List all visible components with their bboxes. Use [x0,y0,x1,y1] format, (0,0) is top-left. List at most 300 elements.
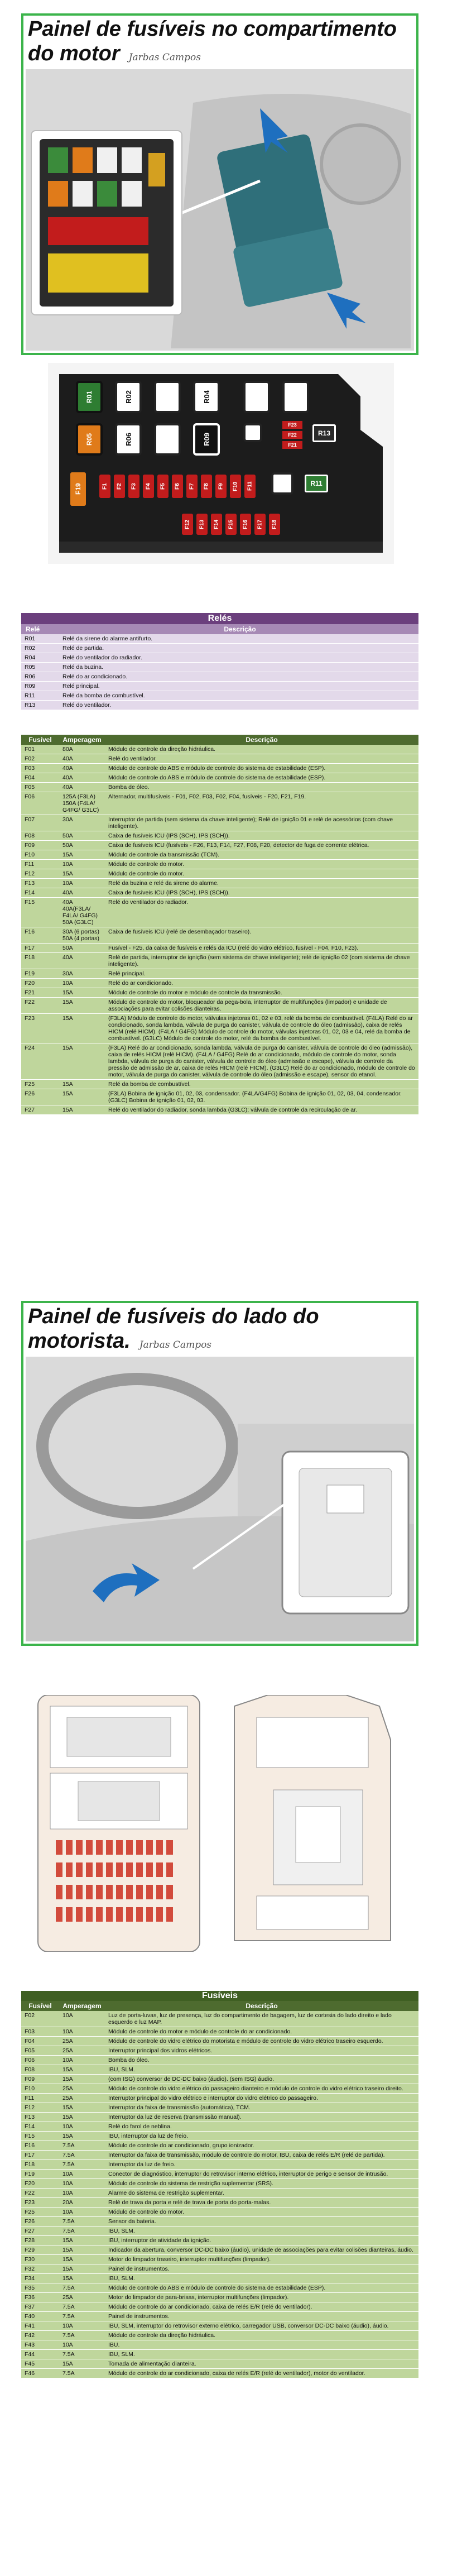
amperage-cell: 40A [59,754,105,764]
fuse-id-cell: F41 [21,2321,59,2331]
fuse-id-cell: F25 [21,1080,59,1089]
description-cell: Interruptor da faixa de transmissão (automática), TCM. [105,2103,418,2113]
description-cell: IBU, SLM. [105,2227,418,2236]
amperage-cell: 10A [59,2170,105,2179]
fuse-f19: F19 [70,472,86,506]
description-cell: IBU, SLM. [105,2274,418,2283]
amperage-cell: 40A [59,764,105,773]
table-row [21,1089,418,1105]
amperage-cell: 15A [59,2065,105,2075]
fuses2-col-amp: Amperagem [59,2001,105,2011]
amperage-cell: 15A [59,1043,105,1080]
description-cell: Interruptor de partida (sem sistema da chave inteligente); Relé de ignição 01 e relé de acessórios (com chave inteligente). [105,815,418,831]
description-cell: (F3LA) Bobina de ignição 01, 02, 03, condensador. (F4LA/G4FG) Bobina de ignição 01, 02, 03, 04, condensador. (G3LC) Bobina de ignição 01, 02, 03. [105,1089,418,1105]
description-cell: Indicador da abertura, conversor DC-DC baixo (áudio), unidade de associações para evitar colisões dianteiras, áudio. [105,2245,418,2255]
amperage-cell: 15A [59,2236,105,2245]
table-row [21,2103,418,2113]
fuse-id-cell: F05 [21,2046,59,2056]
fuse-id-cell: F46 [21,2369,59,2378]
description-cell: Relé do farol de neblina. [105,2122,418,2132]
relay-r09 [193,423,220,456]
description-cell: Interruptor principal dos vidros elétricos. [105,2046,418,2056]
table-row [21,2011,418,2027]
amperage-cell: 15A [59,2075,105,2084]
description-cell: Módulo de controle do motor. [105,2208,418,2217]
description-cell: Sensor da bateria. [105,2217,418,2227]
amperage-cell: 25A [59,2037,105,2046]
description-cell: Alarme do sistema de restrição suplementar. [105,2189,418,2198]
fuse-id-cell: F05 [21,783,59,792]
table-row [21,2141,418,2151]
amperage-cell: 30A (6 portas) 50A (4 portas) [59,927,105,944]
description-cell: Relé de partida, interruptor de ignição (sem sistema de chave inteligente); relé de ignição 02 (com sistema de chave inteligente). [105,953,418,969]
mini-fuse: F14 [211,514,222,535]
amperage-cell: 30A [59,815,105,831]
description-cell: Relé de trava da porta e relé de trava de porta do porta-malas. [105,2198,418,2208]
fuse-id-cell: F03 [21,764,59,773]
table-row [21,2113,418,2122]
table-row [21,831,418,841]
mini-fuse: F10 [230,475,241,498]
table-row [21,701,418,710]
mini-fuse: F1 [99,475,110,498]
table-row [21,2227,418,2236]
fuse-id-cell: F06 [21,2056,59,2065]
relay-empty-1 [154,381,181,413]
relay-r01 [76,381,103,413]
table-row [21,2132,418,2141]
table-row [21,1014,418,1043]
amperage-cell: 7.5A [59,2369,105,2378]
description-cell: Relé da bomba de combustível. [105,1080,418,1089]
relay-r04-label: R04 [202,390,211,404]
fuse-id-cell: F17 [21,2151,59,2160]
fuse-id-cell: F40 [21,2312,59,2321]
section2-title-line1: Painel de fusíveis do lado do [28,1305,319,1328]
amperage-cell: 10A [59,2321,105,2331]
relay-r05 [76,423,103,456]
table-row [21,2189,418,2198]
fuse-id-cell: F28 [21,2236,59,2245]
fuse-id-cell: F29 [21,2245,59,2255]
fuse-id-cell: F35 [21,2283,59,2293]
fuse-id-cell: F45 [21,2359,59,2369]
table-row [21,691,418,701]
fuse-id-cell: F13 [21,879,59,888]
description-cell: Módulo de controle do ABS e módulo de controle do sistema de estabilidade (ESP). [105,773,418,783]
relay-r05-label: R05 [85,433,93,446]
fuse-id-cell: F26 [21,2217,59,2227]
relay-r06-label: R06 [124,433,133,446]
table-row [21,888,418,898]
amperage-cell: 15A [59,2103,105,2113]
description-cell: Módulo de controle do ar condicionado, caixa de relés E/R (relé do ventilador). [105,2302,418,2312]
fuse-id-cell: F26 [21,1089,59,1105]
table-row [21,841,418,850]
amperage-cell: 15A [59,2245,105,2255]
description-cell: IBU, SLM. [105,2065,418,2075]
fuse-id-cell: F06 [21,792,59,815]
table-row [21,2037,418,2046]
table-row [21,869,418,879]
fuse-id-cell: R02 [21,644,59,653]
fuse-id-cell: F27 [21,1105,59,1115]
amperage-cell: 40A 40A(F3LA/ F4LA/ G4FG) 50A (G3LC) [59,898,105,927]
amperage-cell: 15A [59,1014,105,1043]
table-row [21,2264,418,2274]
fuse-id-cell: F15 [21,2132,59,2141]
engine-fuses-table [21,735,418,1115]
description-cell: Relé da buzina. [59,663,418,672]
table-row [21,2312,418,2321]
fuse-id-cell: F14 [21,2122,59,2132]
fuse-id-cell: F27 [21,2227,59,2236]
table-row [21,2065,418,2075]
amperage-cell: 7.5A [59,2350,105,2359]
amperage-cell: 15A [59,2359,105,2369]
mini-fuse: F4 [143,475,154,498]
amperage-cell: 10A [59,2179,105,2189]
mini-fuse: F15 [225,514,237,535]
amperage-cell: 7.5A [59,2217,105,2227]
table-row [21,2274,418,2283]
description-cell: (com ISG) conversor de DC-DC baixo (áudio). (sem ISG) áudio. [105,2075,418,2084]
description-cell: Bomba de óleo. [105,783,418,792]
table-row [21,2340,418,2350]
mini-fuse: F18 [269,514,280,535]
amperage-cell: 50A [59,841,105,850]
amperage-cell: 40A [59,888,105,898]
description-cell: Caixa de fusíveis ICU (IPS (SCH), IPS (SCH)). [105,831,418,841]
table-row [21,1043,418,1080]
fuse-id-cell: F25 [21,2208,59,2217]
amperage-cell: 10A [59,2340,105,2350]
amperage-cell: 25A [59,2293,105,2302]
description-cell: Relé da bomba de combustível. [59,691,418,701]
table-row [21,2160,418,2170]
table-row [21,2075,418,2084]
description-cell: Módulo de controle do motor. [105,860,418,869]
table-row [21,663,418,672]
table-row [21,2198,418,2208]
amperage-cell: 40A [59,783,105,792]
amperage-cell: 15A [59,1105,105,1115]
description-cell: Conector de diagnóstico, interruptor do retrovisor interno elétrico, interruptor de perigo e sensor de intrusão. [105,2170,418,2179]
fuse-id-cell: F23 [21,2198,59,2208]
description-cell: Motor do limpador de para-brisas, interruptor multifunções (limpador). [105,2293,418,2302]
amperage-cell: 7.5A [59,2151,105,2160]
table-row [21,792,418,815]
engine-fuse-photo-panel [21,13,418,355]
fuse-id-cell: F24 [21,1043,59,1080]
description-cell: Painel de instrumentos. [105,2312,418,2321]
description-cell: IBU, interruptor de atividade da ignição. [105,2236,418,2245]
amperage-cell: 7.5A [59,2312,105,2321]
amperage-cell: 30A [59,969,105,979]
fuses1-col-amp: Amperagem [59,735,105,745]
description-cell: IBU, SLM. [105,2350,418,2359]
table-row [21,969,418,979]
table-row [21,2046,418,2056]
fuse-id-cell: F11 [21,2094,59,2103]
fuse-id-cell: F43 [21,2340,59,2350]
table-row [21,879,418,888]
description-cell: Caixa de fusíveis ICU (fusíveis - F26, F13, F14, F27, F08, F20, detector de fuga de corrente elétrica. [105,841,418,850]
fuse-id-cell: F11 [21,860,59,869]
description-cell: IBU. [105,2340,418,2350]
amperage-cell: 20A [59,2198,105,2208]
mini-fuse: F3 [128,475,139,498]
description-cell: (F3LA) Relé do ar condicionado, sonda lambda, válvula de purga do canister, válvula de controle do óleo (admissão), caixa de relés HICM (relé HICM). (F4LA / G4FG) Relé do ar condicionado, módulo de controle do motor, sonda lambda, válvula de purga do canister, válvula de controle do óleo (admissão e escape), válvula de controle da pressão de admissão de ar, caixa de relés HICM (relé HICM). (G3LC) Relé do ar condicionado, módulo de controle do motor, válvula de purga do canister, válvula de controle do óleo (admissão e escape), sensor do etanol. [105,1043,418,1080]
amperage-cell: 40A [59,773,105,783]
description-cell: Módulo de controle do motor e módulo de controle do ar condicionado. [105,2027,418,2037]
fuse-id-cell: F14 [21,888,59,898]
amperage-cell: 7.5A [59,2160,105,2170]
section2-title-line2: motorista. [28,1329,131,1353]
amperage-cell: 7.5A [59,2141,105,2151]
amperage-cell: 40A [59,953,105,969]
description-cell: Bomba do óleo. [105,2056,418,2065]
fuse-id-cell: F44 [21,2350,59,2359]
description-cell: Módulo de controle do motor e módulo de controle da transmissão. [105,988,418,998]
description-cell: Painel de instrumentos. [105,2264,418,2274]
table-row [21,2236,418,2245]
description-cell: Interruptor da luz de reserva (transmissão manual). [105,2113,418,2122]
driver-fuses-table [21,1991,418,2378]
fuse-id-cell: F42 [21,2331,59,2340]
fuse-id-cell: F19 [21,2170,59,2179]
table-row [21,2208,418,2217]
table-row [21,745,418,754]
fuse-id-cell: F08 [21,831,59,841]
amperage-cell: 15A [59,850,105,860]
driver-fuse-photo-panel [21,1301,418,1646]
relays-col-relay: Relé [21,624,59,634]
mini-fuse: F13 [196,514,208,535]
amperage-cell: 10A [59,979,105,988]
table-row [21,653,418,663]
table-row [21,2359,418,2369]
fuse-id-cell: F02 [21,2011,59,2027]
fuse-id-cell: F04 [21,773,59,783]
table-row [21,1105,418,1115]
fuse-id-cell: F13 [21,2113,59,2122]
mini-fuse: F8 [201,475,212,498]
table-row [21,953,418,969]
fuse-id-cell: F18 [21,2160,59,2170]
fuse-id-cell: F23 [21,1014,59,1043]
mini-fuse: F5 [157,475,169,498]
fuse-id-cell: F32 [21,2264,59,2274]
table-row [21,898,418,927]
amperage-cell: 10A [59,2189,105,2198]
dashboard-photo [26,1357,414,1641]
fuse-id-cell: F17 [21,944,59,953]
table-row [21,944,418,953]
fuse-id-cell: R01 [21,634,59,644]
relay-r01-label: R01 [85,391,93,404]
description-cell: Relé de partida. [59,644,418,653]
fuse-id-cell: F18 [21,953,59,969]
amperage-cell: 15A [59,2274,105,2283]
fuse-id-cell: R04 [21,653,59,663]
engine-fuse-box-diagram [48,363,394,564]
table-row [21,2151,418,2160]
table-row [21,2179,418,2189]
relay-r13: R13 [312,424,336,442]
description-cell: Módulo de controle do motor, bloqueador da pega-bola, interruptor de multifunções (limpador) e unidade de associações para evitar colisões dianteiras. [105,998,418,1014]
relay-r04 [193,381,220,413]
description-cell: Alternador, multifusíveis - F01, F02, F03, F02, F04, fusíveis - F20, F21, F19. [105,792,418,815]
fuses2-col-desc: Descrição [105,2001,418,2011]
description-cell: Relé principal. [105,969,418,979]
amperage-cell: 10A [59,2027,105,2037]
amperage-cell: 10A [59,2122,105,2132]
table-row [21,634,418,644]
amperage-cell: 15A [59,2255,105,2264]
mini-fuse: F7 [186,475,198,498]
table-row [21,644,418,653]
fuse-f23: F23 [282,421,302,429]
section1-title [23,17,416,70]
fuse-id-cell: F22 [21,998,59,1014]
amperage-cell: 80A [59,745,105,754]
fuse-id-cell: R06 [21,672,59,682]
table-row [21,2293,418,2302]
amperage-cell: 10A [59,2056,105,2065]
description-cell: Relé da buzina e relé da sirene do alarme. [105,879,418,888]
description-cell: IBU, interruptor da luz de freio. [105,2132,418,2141]
description-cell: Relé do ventilador. [59,701,418,710]
description-cell: Luz de porta-luvas, luz de presença, luz do compartimento de bagagem, luz de cortesia do lado direito e lado esquerdo e luz MAP. [105,2011,418,2027]
description-cell: Módulo de controle do ABS e módulo de controle do sistema de estabilidade (ESP). [105,2283,418,2293]
table-row [21,773,418,783]
section2-signature: Jarbas Campos [139,1339,212,1351]
fuse-id-cell: F04 [21,2037,59,2046]
table-row [21,850,418,860]
table-row [21,2255,418,2264]
relay-r11: R11 [305,475,328,492]
table-row [21,2302,418,2312]
description-cell: Módulo de controle da direção hidráulica. [105,745,418,754]
mini-fuse: F2 [114,475,125,498]
description-cell: Módulo de controle do ar condicionado, grupo ionizador. [105,2141,418,2151]
engine-bay-photo [26,69,414,351]
description-cell: Interruptor principal do vidro elétrico e interruptor do vidro elétrico do passageiro. [105,2094,418,2103]
mini-fuse: F11 [244,475,256,498]
amperage-cell: 50A [59,944,105,953]
description-cell: Módulo de controle da transmissão (TCM). [105,850,418,860]
fuse-id-cell: F10 [21,2084,59,2094]
description-cell: Módulo de controle da direção hidráulica. [105,2331,418,2340]
description-cell: IBU, SLM, interruptor do retrovisor externo elétrico, carregador USB, conversor DC-DC baixo (áudio), áudio. [105,2321,418,2331]
fuses2-col-fuse: Fusível [21,2001,59,2011]
table-row [21,2331,418,2340]
table-row [21,979,418,988]
fuse-id-cell: F12 [21,2103,59,2113]
relay-r09-label: R09 [202,433,211,446]
relay-r06 [115,423,142,456]
table-row [21,988,418,998]
relay-r02-label: R02 [124,390,133,404]
table-row [21,860,418,869]
fuses1-col-fuse: Fusível [21,735,59,745]
relays-caption: Relés [21,613,418,624]
fuses2-caption: Fusíveis [21,1991,418,2001]
table-row [21,2245,418,2255]
table-row [21,927,418,944]
fuse-id-cell: F09 [21,841,59,850]
table-row [21,815,418,831]
fuses1-col-desc: Descrição [105,735,418,745]
description-cell: Relé do ventilador do radiador. [105,898,418,927]
table-row [21,2094,418,2103]
mini-fuse: F17 [254,514,266,535]
fuse-id-cell: F20 [21,979,59,988]
relays-table [21,613,418,710]
description-cell: Relé do ar condicionado. [105,979,418,988]
description-cell: Relé do ventilador do radiador. [59,653,418,663]
section1-signature: Jarbas Campos [128,52,201,63]
amperage-cell: 10A [59,860,105,869]
fuse-id-cell: F09 [21,2075,59,2084]
table-row [21,2084,418,2094]
engine-bay-illustration [26,69,414,351]
amperage-cell: 15A [59,2264,105,2274]
table-row [21,764,418,773]
table-row [21,2321,418,2331]
description-cell: Relé do ventilador. [105,754,418,764]
relay-empty-2 [243,381,270,413]
amperage-cell: 10A [59,2011,105,2027]
fuse-id-cell: R11 [21,691,59,701]
amperage-cell: 15A [59,998,105,1014]
table-row [21,2122,418,2132]
fuse-id-cell: F36 [21,2293,59,2302]
driver-fuse-diagrams [33,1695,424,1952]
amperage-cell: 15A [59,1080,105,1089]
fuse-id-cell: F37 [21,2302,59,2312]
section1-title-line2: do motor [28,42,120,65]
amperage-cell: 125A (F3LA) 150A (F4LA/ G4FG/ G3LC) [59,792,105,815]
amperage-cell: 15A [59,869,105,879]
description-cell: Interruptor da faixa de transmissão, módulo de controle do motor, IBU, caixa de relés E/R (relé de partida). [105,2151,418,2160]
description-cell: Interruptor da luz de freio. [105,2160,418,2170]
fuse-id-cell: F08 [21,2065,59,2075]
relay-empty-4 [154,423,181,456]
table-row [21,2056,418,2065]
description-cell: (F3LA) Módulo de controle do motor, válvulas injetoras 01, 02 e 03, relé da bomba de combustível. (F4LA) Relé do ar condicionado, sonda lambda, válvula de purga do canister, válvula de controle do óleo (admissão), caixa de relés HICM (relé HICM). (F4LA / G4FG) Módulo de controle do motor, válvulas injetoras 01, 02, 03 e 04, relé da bomba de combustível. (G3LC) Módulo de controle do motor, relé da bomba de combustível. [105,1014,418,1043]
amperage-cell: 7.5A [59,2283,105,2293]
description-cell: Módulo de controle do ar condicionado, caixa de relés E/R (relé do ventilador), motor do ventilador. [105,2369,418,2378]
amperage-cell: 25A [59,2046,105,2056]
fuse-id-cell: F22 [21,2189,59,2198]
amperage-cell: 7.5A [59,2227,105,2236]
fuse-id-cell: R05 [21,663,59,672]
description-cell: Relé principal. [59,682,418,691]
table-row [21,2217,418,2227]
amperage-cell: 25A [59,2084,105,2094]
mini-fuse: F6 [172,475,183,498]
amperage-cell: 15A [59,2113,105,2122]
fuse-f22: F22 [282,431,302,439]
description-cell: Relé do ventilador do radiador, sonda lambda (G3LC); válvula de controle da recirculação de ar. [105,1105,418,1115]
mini-fuse: F12 [182,514,193,535]
section1-title-line1: Painel de fusíveis no compartimento [28,17,397,41]
fuse-id-cell: F02 [21,754,59,764]
amperage-cell: 15A [59,988,105,998]
amperage-cell: 7.5A [59,2331,105,2340]
